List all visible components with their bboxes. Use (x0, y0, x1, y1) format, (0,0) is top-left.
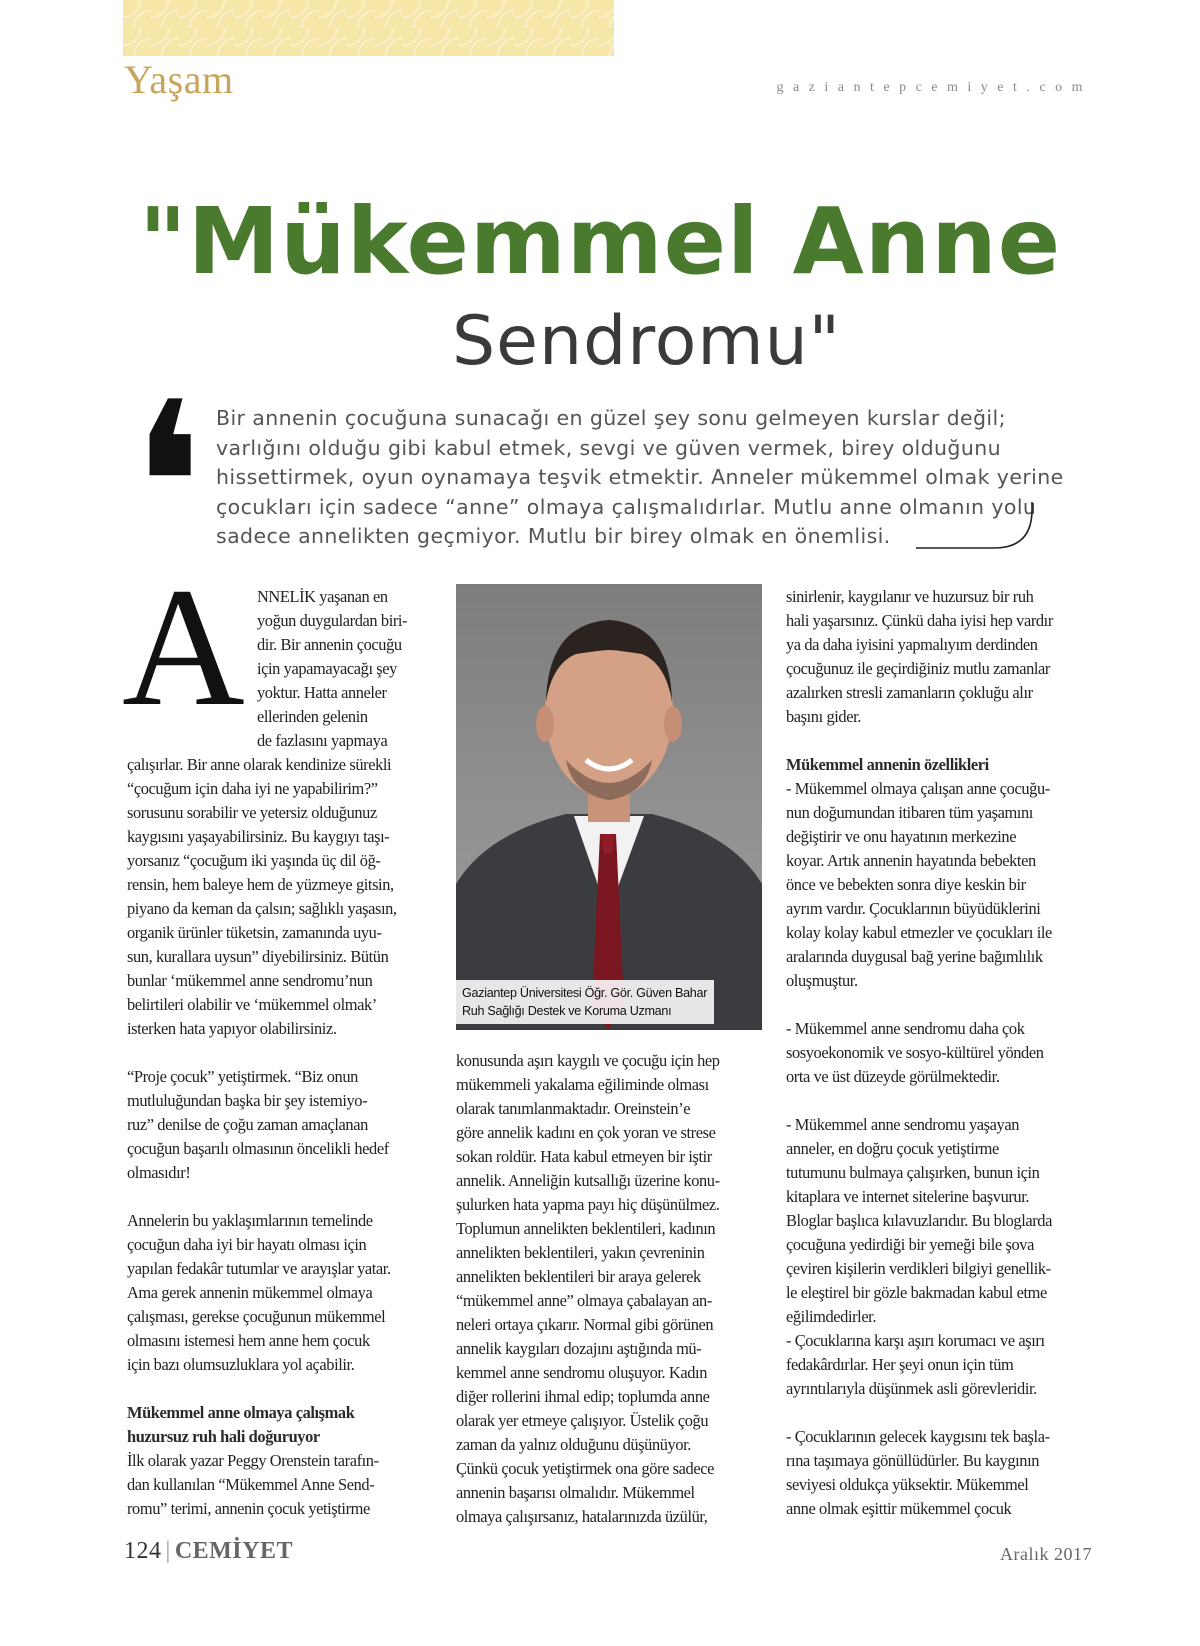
body-text-line: Annelerin bu yaklaşımlarının temelinde (127, 1211, 373, 1230)
body-text-line: “Proje çocuk” yetiştirmek. “Biz onun (127, 1067, 358, 1086)
body-text-line: neleri ortaya çıkarır. Normal gibi görünen (456, 1315, 714, 1334)
body-text-line: Ama gerek annenin mükemmel olmaya (127, 1283, 373, 1302)
body-text-line: kolay kolay kabul etmezler ve çocukları ile (786, 923, 1052, 942)
body-text-line: bunlar ‘mükemmel anne sendromu’nun (127, 971, 373, 990)
body-text-line: sorusunu sorabilir ve yetersiz olduğunuz (127, 803, 377, 822)
body-text-line: le eleştirel bir gözle bakmadan kabul etme (786, 1283, 1047, 1302)
body-text-line: olmasıdır! (127, 1163, 191, 1182)
body-text-line: kitaplara ve internet sitelerine başvurur. (786, 1187, 1030, 1206)
body-text-line: koyar. Artık annenin hayatında bebekten (786, 851, 1036, 870)
body-text-line: olmasını istemesi hem anne hem çocuk (127, 1331, 370, 1350)
site-url: gaziantepcemiyet.com (776, 80, 1092, 95)
magazine-name: CEMİYET (174, 1538, 293, 1564)
body-text-line: ayrıntılarıyla düşünmek asli görevleridir. (786, 1379, 1037, 1398)
body-text-line: - Mükemmel anne sendromu daha çok (786, 1019, 1025, 1038)
body-text-line: değiştirir ve onu hayatının merkezine (786, 827, 1017, 846)
body-text-line: anne olmak eşittir mükemmel çocuk (786, 1499, 1012, 1518)
body-text-line: aralarında duygusal bağ yerine bağımlılık (786, 947, 1043, 966)
body-text-line: olarak yer etmeye çalışıyor. Üstelik çoğu (456, 1411, 709, 1430)
body-text-line: olmaya çalışırsanız, hatalarınızda üzülür, (456, 1507, 708, 1526)
body-text-line: sun, kurallara uysun” diyebilirsiniz. Bütün (127, 947, 389, 966)
page-number: 124 (124, 1538, 162, 1564)
body-text-line: rına taşımaya gönüllüdürler. Bu kaygının (786, 1451, 1040, 1470)
body-text-line: sokan roldür. Hata kabul etmeyen bir iştir (456, 1147, 712, 1166)
portrait-illustration (456, 584, 762, 1030)
body-text-line: piyano da keman da çalsın; sağlıklı yaşasın, (127, 899, 397, 918)
body-text-line: sosyoekonomik ve sosyo-kültürel yönden (786, 1043, 1044, 1062)
body-text-line: ya da daha iyisini yapmalıyım derdinden (786, 635, 1038, 654)
body-text-line: - Mükemmel anne sendromu yaşayan (786, 1115, 1019, 1134)
body-text-line: belirtileri olabilir ve ‘mükemmel olmak’ (127, 995, 377, 1014)
body-text-line: seviyesi oldukça yüksektir. Mükemmel (786, 1475, 1029, 1494)
body-text-line: orta ve üst düzeyde görülmektedir. (786, 1067, 1000, 1086)
body-text-line: annelik. Anneliğin kutsallığı üzerine konu- (456, 1171, 720, 1190)
article-column-left (127, 585, 435, 1521)
body-text-line: - Mükemmel olmaya çalışan anne çocuğu- (786, 779, 1050, 798)
body-text-line: fedakârdırlar. Her şeyi onun için tüm (786, 1355, 1014, 1374)
body-text-line: çalışırlar. Bir anne olarak kendinize sürekli (127, 755, 392, 774)
caption-line: Gaziantep Üniversitesi Öğr. Gör. Güven Bahar (462, 986, 708, 1000)
body-text-line: romu” terimi, annenin çocuk yetiştirme (127, 1499, 370, 1518)
footer-separator: | (165, 1538, 171, 1564)
body-text-line: dan kullanılan “Mükemmel Anne Send- (127, 1475, 375, 1494)
body-text-line: azalırken stresli zamanların çokluğu alır (786, 683, 1033, 702)
body-text-line: annelik kaygıları dozajını aştığında mü- (456, 1339, 702, 1358)
body-text-line: isterken hata yapıyor olabilirsiniz. (127, 1019, 337, 1038)
body-text-line: Bloglar başlıca kılavuzlarıdır. Bu bloglarda (786, 1211, 1052, 1230)
body-text-line: çocuğunuz ile geçirdiğiniz mutlu zamanlar (786, 659, 1050, 678)
body-text-line: çocuğuna yedirdiği bir yemeği bile şova (786, 1235, 1034, 1254)
body-text-line: yoğun duygulardan biri- (257, 611, 408, 630)
body-text-line: organik ürünler tüketsin, zamanında uyu- (127, 923, 382, 942)
lead-line: Bir annenin çocuğuna sunacağı en güzel şey sonu gelmeyen kurslar değil; (216, 406, 1006, 430)
body-text-line: “çocuğum için daha iyi ne yapabilirim?” (127, 779, 378, 798)
body-text-line: kemmel anne sendromu oluşuyor. Kadın (456, 1363, 707, 1382)
body-text-line: Toplumun annelikten beklentileri, kadının (456, 1219, 716, 1238)
body-text-line: olarak tanımlanmaktadır. Oreinstein’e (456, 1099, 691, 1118)
body-text-line: yapılan fedakâr tutumlar ve arayışlar yatar. (127, 1259, 391, 1278)
body-text-line: önce ve bebekten sonra diye keskin bir (786, 875, 1026, 894)
body-text-line: Çünkü çocuk yetiştirmek ona göre sadece (456, 1459, 714, 1478)
body-text-line: zaman da yalnız olduğunu düşünüyor. (456, 1435, 691, 1454)
body-text-line: göre annelik kadını en çok yoran ve strese (456, 1123, 716, 1142)
body-text-line: annelikten beklentileri, yakın çevreninin (456, 1243, 705, 1262)
body-text-line: için yapamayacağı şey (257, 659, 397, 678)
body-text-line: dir. Bir annenin çocuğu (257, 635, 402, 654)
author-photo (456, 584, 762, 1030)
body-text-line: ellerinden gelenin (257, 707, 368, 726)
body-text-line: eğilimdedirler. (786, 1307, 877, 1326)
lead-line: sadece annelikten geçmiyor. Mutlu bir birey olmak en önemlisi. (216, 524, 891, 548)
body-text-line: rensin, hem baleye hem de yüzmeye gitsin, (127, 875, 394, 894)
body-text-line: hali yaşarsınız. Çünkü daha iyisi hep vardır (786, 611, 1053, 630)
body-text-line: NNELİK yaşanan en (257, 587, 388, 606)
body-text-line: başını gider. (786, 707, 861, 726)
article-column-middle (456, 1049, 764, 1529)
body-text-line: kaygısını yaşayabilirsiniz. Bu kaygıyı taşı- (127, 827, 390, 846)
decorative-curve (914, 498, 1038, 560)
subheading-line: Mükemmel annenin özellikleri (786, 755, 989, 774)
body-text-line: ruz” denilse de çoğu zaman amaçlanan (127, 1115, 368, 1134)
subheading-line: Mükemmel anne olmaya çalışmak (127, 1403, 355, 1422)
lead-line: hissettirmek, oyun oynamaya teşvik etmektir. Anneler mükemmel olmak yerine (216, 465, 1064, 489)
body-text-line: “mükemmel anne” olmaya çabalayan an- (456, 1291, 712, 1310)
body-text-line: çalışması, gerekse çocuğunun mükemmel (127, 1307, 386, 1326)
body-text-line: çeviren kişilerin verdikleri bilgiyi genellik- (786, 1259, 1051, 1278)
footer-page-info (124, 1538, 293, 1565)
article-title: "Mükemmel Anne (138, 188, 1062, 295)
body-text-line: şulurken hata yapma payı hiç düşünülmez. (456, 1195, 720, 1214)
body-text-line: çocuğun daha iyi bir hayatı olması için (127, 1235, 367, 1254)
body-text-line: çocuğun başarılı olmasının öncelikli hedef (127, 1139, 389, 1158)
body-text-line: annenin başarısı olmalıdır. Mükemmel (456, 1483, 695, 1502)
lead-line: varlığını olduğu gibi kabul etmek, sevgi ve güven vermek, birey olduğunu (216, 435, 1001, 460)
body-text-line: için bazı olumsuzluklara yol açabilir. (127, 1355, 355, 1374)
body-text-line: konusunda aşırı kaygılı ve çocuğu için hep (456, 1051, 720, 1070)
body-text-line: yorsanız “çocuğum iki yaşında üç dil öğ- (127, 851, 381, 870)
body-text-line: nun doğumundan itibaren tüm yaşamını (786, 803, 1033, 822)
body-text-line: oluşmuştur. (786, 971, 858, 990)
caption-line: Ruh Sağlığı Destek ve Koruma Uzmanı (462, 1004, 672, 1018)
decorative-pattern-band (123, 0, 614, 56)
body-text-line: annelikten beklentileri bir araya gelerek (456, 1267, 701, 1286)
body-text-line: İlk olarak yazar Peggy Orenstein tarafın- (127, 1451, 379, 1470)
photo-caption (456, 980, 714, 1024)
article-column-right (786, 585, 1094, 1521)
body-text-line: de fazlasını yapmaya (257, 731, 388, 750)
body-text-line: sinirlenir, kaygılanır ve huzursuz bir ruh (786, 587, 1034, 606)
drop-cap: A (122, 553, 245, 741)
article-subtitle: Sendromu" (452, 302, 841, 381)
body-text-line: tutumunu bulmaya çalışırken, bunun için (786, 1163, 1040, 1182)
quote-mark-icon: ❛ (130, 361, 205, 616)
issue-date: Aralık 2017 (1000, 1544, 1092, 1564)
subheading-line: huzursuz ruh hali doğuruyor (127, 1427, 320, 1446)
body-text-line: mutluluğundan başka bir şey istemiyo- (127, 1091, 368, 1110)
body-text-line: anneler, en doğru çocuk yetiştirme (786, 1139, 999, 1158)
body-text-line: diğer rollerini ihmal edip; toplumda anne (456, 1387, 710, 1406)
body-text-line: yoktur. Hatta anneler (257, 683, 387, 702)
body-text-line: - Çocuklarının gelecek kaygısını tek başla- (786, 1427, 1050, 1446)
body-text-line: mükemmeli yakalama eğiliminde olması (456, 1075, 709, 1094)
body-text-line: - Çocuklarına karşı aşırı korumacı ve aşırı (786, 1331, 1045, 1350)
body-text-line: ayrım vardır. Çocuklarının büyüdüklerini (786, 899, 1041, 918)
section-label: Yaşam (124, 57, 234, 102)
lead-line: çocukları için sadece “anne” olmaya çalışmalıdırlar. Mutlu anne olmanın yolu (216, 494, 1037, 519)
